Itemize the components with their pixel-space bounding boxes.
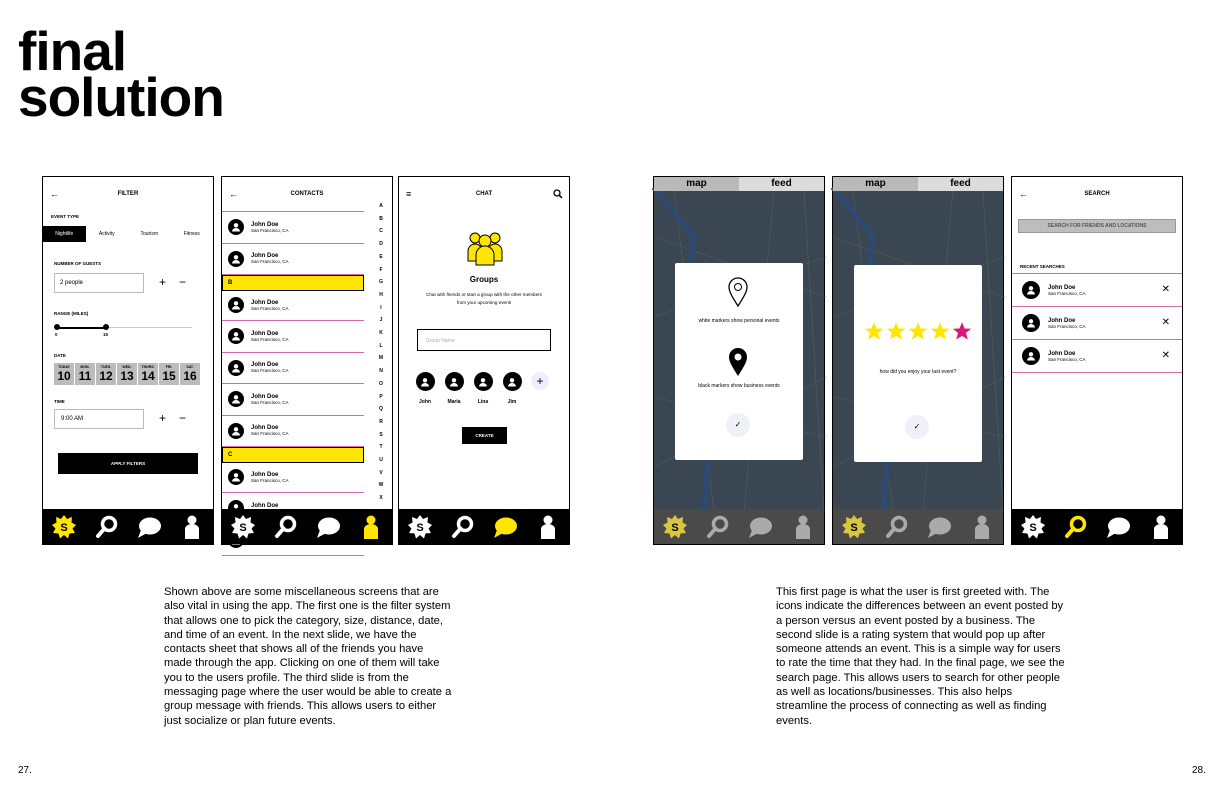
alphabet-letter[interactable]: K bbox=[379, 330, 383, 337]
marker-legend-popup bbox=[675, 263, 803, 460]
date-option[interactable] bbox=[138, 363, 158, 385]
bottom-nav bbox=[654, 509, 824, 544]
date-option[interactable] bbox=[117, 363, 137, 385]
range-label: RANGE (MILES) bbox=[54, 311, 89, 316]
search-screen bbox=[1011, 176, 1183, 545]
contact-name: John Doe bbox=[251, 425, 279, 432]
alphabet-letter[interactable]: S bbox=[379, 431, 383, 438]
alphabet-letter[interactable]: C bbox=[379, 228, 383, 235]
contacts-list bbox=[222, 211, 364, 509]
day-label: SAT. bbox=[186, 365, 194, 369]
alphabet-letter[interactable]: P bbox=[379, 393, 383, 400]
day-label: FRI. bbox=[165, 365, 173, 369]
alphabet-letter[interactable]: T bbox=[379, 444, 383, 451]
rating-popup bbox=[854, 265, 982, 462]
person-icon bbox=[231, 472, 241, 482]
profile-icon[interactable] bbox=[1148, 514, 1174, 540]
contact-name: John Doe bbox=[251, 393, 279, 400]
contact-location: San Francisco, CA bbox=[251, 477, 289, 483]
contact-location: San Francisco, CA bbox=[251, 227, 289, 233]
person-icon bbox=[231, 426, 241, 436]
result-name: John Doe bbox=[1048, 317, 1076, 324]
guests-plus-button[interactable]: + bbox=[159, 275, 167, 289]
logo-icon[interactable] bbox=[1020, 514, 1046, 540]
result-location: San Francisco, CA bbox=[1048, 323, 1086, 329]
avatar bbox=[228, 251, 244, 267]
contacts-title: CONTACTS bbox=[290, 191, 324, 197]
close-icon[interactable]: ✕ bbox=[1161, 350, 1170, 361]
title-line-2: solution bbox=[18, 66, 224, 128]
search-input[interactable]: SEARCH FOR FRIENDS AND LOCATIONS bbox=[1018, 219, 1176, 233]
member-item[interactable] bbox=[415, 372, 435, 405]
contact-location: San Francisco, CA bbox=[251, 305, 289, 311]
date-option[interactable] bbox=[159, 363, 179, 385]
alphabet-letter[interactable]: J bbox=[379, 317, 383, 324]
check-icon[interactable]: ✓ bbox=[726, 413, 750, 437]
recent-search-row[interactable] bbox=[1012, 274, 1182, 307]
profile-icon[interactable] bbox=[179, 514, 205, 540]
filter-screen bbox=[42, 176, 214, 545]
check-icon[interactable]: ✓ bbox=[905, 415, 929, 439]
person-icon bbox=[231, 331, 241, 341]
person-icon bbox=[1026, 318, 1036, 328]
profile-icon[interactable] bbox=[358, 514, 384, 540]
title-line-1: final bbox=[18, 20, 127, 82]
logo-icon[interactable] bbox=[51, 514, 77, 540]
tab-nightlife[interactable]: Nightlife bbox=[43, 226, 86, 242]
day-number: 12 bbox=[99, 369, 113, 383]
alphabet-letter[interactable]: I bbox=[380, 304, 382, 311]
groups-description: Chat with friends or start a group with the other members from your upcoming event! bbox=[426, 292, 542, 305]
svg-text:S: S bbox=[1029, 521, 1037, 534]
date-label: DATE bbox=[54, 353, 66, 358]
alphabet-letter[interactable]: V bbox=[379, 469, 383, 476]
alphabet-letter[interactable]: X bbox=[379, 495, 383, 502]
person-icon bbox=[231, 363, 241, 373]
alphabet-letter[interactable]: D bbox=[379, 241, 383, 248]
time-label: TIME bbox=[54, 399, 65, 404]
svg-text:S: S bbox=[239, 521, 247, 534]
alphabet-letter[interactable]: W bbox=[378, 482, 384, 489]
search-icon[interactable] bbox=[705, 514, 731, 540]
day-number: 14 bbox=[141, 369, 155, 383]
day-number: 10 bbox=[57, 369, 71, 383]
day-number: 13 bbox=[120, 369, 134, 383]
chat-icon[interactable] bbox=[1105, 514, 1131, 540]
avatar bbox=[228, 328, 244, 344]
contact-name: John Doe bbox=[251, 299, 279, 306]
guests-minus-button[interactable]: − bbox=[179, 275, 187, 289]
chat-icon[interactable] bbox=[136, 514, 162, 540]
day-label: MON. bbox=[80, 365, 90, 369]
date-picker bbox=[54, 363, 200, 385]
avatar bbox=[228, 360, 244, 376]
contact-name: John Doe bbox=[251, 330, 279, 337]
alphabet-letter[interactable]: E bbox=[379, 253, 383, 260]
range-fill bbox=[56, 327, 106, 329]
person-icon bbox=[231, 254, 241, 264]
bottom-nav bbox=[222, 509, 392, 544]
person-icon bbox=[1026, 351, 1036, 361]
person-icon bbox=[231, 394, 241, 404]
contact-location: San Francisco, CA bbox=[251, 399, 289, 405]
map-screen-rating bbox=[832, 176, 1004, 545]
group-icon bbox=[466, 229, 504, 267]
search-icon[interactable] bbox=[884, 514, 910, 540]
map-feed-tabs bbox=[833, 177, 1003, 191]
star-rating[interactable] bbox=[864, 321, 972, 341]
avatar bbox=[1022, 347, 1040, 365]
member-name: Lina bbox=[477, 399, 489, 405]
avatar bbox=[228, 297, 244, 313]
page-number-left: 27. bbox=[18, 765, 32, 776]
map-feed-tabs bbox=[654, 177, 824, 191]
profile-icon[interactable] bbox=[969, 514, 995, 540]
member-item[interactable] bbox=[444, 372, 464, 405]
time-input[interactable]: 9:00 AM bbox=[54, 409, 144, 429]
recent-searches-label: RECENT SEARCHES bbox=[1020, 264, 1065, 269]
logo-icon[interactable] bbox=[841, 514, 867, 540]
time-minus-button[interactable]: − bbox=[179, 411, 187, 425]
add-member-button[interactable]: + bbox=[531, 372, 549, 390]
avatar bbox=[228, 391, 244, 407]
avatar bbox=[474, 372, 493, 391]
contact-row[interactable] bbox=[222, 290, 364, 321]
chat-icon[interactable] bbox=[315, 514, 341, 540]
group-name-input[interactable]: Group Name bbox=[417, 329, 551, 351]
search-icon[interactable] bbox=[1063, 514, 1089, 540]
page-title bbox=[18, 20, 224, 128]
time-plus-button[interactable]: + bbox=[159, 411, 167, 425]
range-min-label: 0 bbox=[55, 332, 58, 337]
filter-title: FILTER bbox=[117, 191, 139, 197]
range-value-label: 15 bbox=[103, 332, 109, 337]
avatar bbox=[445, 372, 464, 391]
profile-icon[interactable] bbox=[790, 514, 816, 540]
svg-text:S: S bbox=[416, 521, 424, 534]
contact-location: San Francisco, CA bbox=[251, 368, 289, 374]
contact-name: John Doe bbox=[251, 253, 279, 260]
alphabet-letter[interactable]: H bbox=[379, 291, 383, 298]
contact-location: San Francisco, CA bbox=[251, 336, 289, 342]
chat-icon[interactable] bbox=[926, 514, 952, 540]
day-number: 16 bbox=[183, 369, 197, 383]
close-icon[interactable]: ✕ bbox=[1161, 284, 1170, 295]
section-header: B bbox=[222, 275, 364, 291]
day-label: THURS. bbox=[141, 365, 155, 369]
alphabet-letter[interactable]: B bbox=[379, 215, 383, 222]
search-icon[interactable] bbox=[94, 514, 120, 540]
contact-row[interactable] bbox=[222, 212, 364, 244]
event-type-tabs bbox=[43, 226, 213, 242]
search-icon[interactable] bbox=[553, 189, 563, 199]
contact-name: John Doe bbox=[251, 502, 279, 509]
apply-filters-button[interactable]: APPLY FILTERS bbox=[58, 453, 198, 474]
contact-row[interactable] bbox=[222, 244, 364, 276]
guests-label: NUMBER OF GUESTS bbox=[54, 261, 102, 266]
recent-search-row[interactable] bbox=[1012, 340, 1182, 373]
rating-question: how did you enjoy your last event? bbox=[879, 369, 957, 375]
alphabet-index bbox=[374, 200, 388, 505]
tab-map[interactable]: map bbox=[654, 177, 739, 191]
star-icon[interactable] bbox=[864, 321, 884, 341]
alphabet-letter[interactable]: L bbox=[379, 342, 383, 349]
bottom-nav bbox=[833, 509, 1003, 544]
bottom-nav bbox=[1012, 509, 1182, 544]
tab-feed[interactable]: feed bbox=[739, 177, 824, 191]
day-label: TODAY bbox=[58, 365, 70, 369]
search-title: SEARCH bbox=[1084, 191, 1110, 197]
alphabet-letter[interactable]: G bbox=[379, 279, 383, 286]
alphabet-letter[interactable]: A bbox=[379, 203, 383, 209]
contact-row[interactable] bbox=[222, 321, 364, 353]
white-marker-icon bbox=[727, 277, 749, 307]
day-label: WED. bbox=[122, 365, 132, 369]
back-arrow-icon[interactable]: ← bbox=[50, 189, 59, 199]
contact-row[interactable] bbox=[222, 462, 364, 493]
event-type-label: EVENT TYPE bbox=[51, 214, 80, 219]
svg-text:S: S bbox=[60, 521, 68, 534]
tab-fitness[interactable]: Fitness bbox=[183, 231, 200, 237]
bottom-nav bbox=[43, 509, 213, 544]
result-name: John Doe bbox=[1048, 284, 1076, 291]
contact-name: John Doe bbox=[251, 471, 279, 478]
recent-search-row[interactable] bbox=[1012, 307, 1182, 340]
profile-icon[interactable] bbox=[535, 514, 561, 540]
create-button[interactable]: CREATE bbox=[462, 427, 507, 444]
bottom-nav bbox=[399, 509, 569, 544]
svg-text:S: S bbox=[850, 521, 858, 534]
black-marker-icon bbox=[727, 347, 749, 377]
back-arrow-icon[interactable]: ← bbox=[229, 189, 238, 199]
star-icon[interactable] bbox=[952, 321, 972, 341]
result-name: John Doe bbox=[1048, 350, 1076, 357]
white-marker-text: white markers show personal events bbox=[698, 318, 780, 324]
back-arrow-icon[interactable]: ← bbox=[1019, 189, 1028, 199]
person-icon bbox=[449, 377, 459, 387]
member-item[interactable] bbox=[502, 372, 522, 405]
member-item[interactable] bbox=[473, 372, 493, 405]
chat-screen bbox=[398, 176, 570, 545]
contact-name: John Doe bbox=[251, 221, 279, 228]
date-option[interactable] bbox=[54, 363, 74, 385]
person-icon bbox=[1026, 285, 1036, 295]
map-screen-markers bbox=[653, 176, 825, 545]
date-option[interactable] bbox=[96, 363, 116, 385]
person-icon bbox=[231, 222, 241, 232]
logo-icon[interactable] bbox=[230, 514, 256, 540]
range-handle-min[interactable] bbox=[54, 324, 60, 330]
tab-activity[interactable]: Activity bbox=[98, 231, 115, 237]
member-list bbox=[415, 372, 522, 405]
star-icon[interactable] bbox=[908, 321, 928, 341]
avatar bbox=[1022, 281, 1040, 299]
result-location: San Francisco, CA bbox=[1048, 290, 1086, 296]
chat-title: CHAT bbox=[475, 191, 493, 197]
contact-location: San Francisco, CA bbox=[251, 259, 289, 265]
section-header: C bbox=[222, 447, 364, 463]
recent-searches-list bbox=[1012, 273, 1182, 373]
member-name: Maria bbox=[447, 399, 461, 405]
person-icon bbox=[507, 377, 517, 387]
avatar bbox=[1022, 314, 1040, 332]
contact-row[interactable] bbox=[222, 353, 364, 385]
chat-icon[interactable] bbox=[492, 514, 518, 540]
logo-icon[interactable] bbox=[407, 514, 433, 540]
groups-heading: Groups bbox=[469, 275, 499, 284]
alphabet-letter[interactable]: O bbox=[379, 380, 383, 387]
logo-icon[interactable] bbox=[662, 514, 688, 540]
tab-feed[interactable]: feed bbox=[918, 177, 1003, 191]
range-handle-max[interactable] bbox=[103, 324, 109, 330]
alphabet-letter[interactable]: N bbox=[379, 368, 383, 375]
alphabet-letter[interactable]: M bbox=[378, 355, 384, 362]
star-icon[interactable] bbox=[886, 321, 906, 341]
alphabet-letter[interactable]: Q bbox=[379, 406, 383, 413]
tab-tourism[interactable]: Tourism bbox=[140, 231, 158, 237]
person-icon bbox=[420, 377, 430, 387]
day-number: 15 bbox=[162, 369, 176, 383]
chat-icon[interactable] bbox=[747, 514, 773, 540]
person-icon bbox=[231, 300, 241, 310]
black-marker-text: black markers show business events bbox=[698, 383, 780, 389]
contacts-screen bbox=[221, 176, 393, 545]
date-option[interactable] bbox=[75, 363, 95, 385]
description-right: This first page is what the user is first greeted with. The icons indicate the differences between an event posted by a person versus an event posted by a business. The second slide is a rating system that would pop up after someone attends an event. This is a simple way for users to rate the time that they had. In the final page, we see the search page. This allows users to search for other people as well as locations/businesses. This also helps streamline the process of connecting as well as finding events. bbox=[776, 586, 1065, 727]
avatar bbox=[416, 372, 435, 391]
svg-text:S: S bbox=[671, 521, 679, 534]
star-icon[interactable] bbox=[930, 321, 950, 341]
avatar bbox=[228, 219, 244, 235]
menu-icon[interactable]: ≡ bbox=[406, 189, 412, 199]
avatar bbox=[228, 423, 244, 439]
search-icon[interactable] bbox=[273, 514, 299, 540]
alphabet-letter[interactable]: F bbox=[379, 266, 383, 273]
contact-name: John Doe bbox=[251, 362, 279, 369]
person-icon bbox=[478, 377, 488, 387]
avatar bbox=[503, 372, 522, 391]
guests-input[interactable]: 2 people bbox=[54, 273, 144, 293]
contact-row[interactable] bbox=[222, 384, 364, 416]
contact-row[interactable] bbox=[222, 416, 364, 448]
tab-map[interactable]: map bbox=[833, 177, 918, 191]
page-number-right: 28. bbox=[1192, 765, 1206, 776]
description-left: Shown above are some miscellaneous screens that are also vital in using the app. The first one is the filter system that allows one to pick the category, size, distance, date, and time of an event. In the next slide, we have the contacts sheet that shows all of the friends you have made through the app. Clicking on one of them will take you to the users profile. The third slide is from the messaging page where the user would be able to create a group message with friends. This allows users to either just socialize or plan future events. bbox=[164, 586, 452, 727]
search-icon[interactable] bbox=[450, 514, 476, 540]
member-name: Jim bbox=[507, 399, 517, 405]
contact-location: San Francisco, CA bbox=[251, 431, 289, 437]
date-option[interactable] bbox=[180, 363, 200, 385]
avatar bbox=[228, 469, 244, 485]
result-location: San Francisco, CA bbox=[1048, 356, 1086, 362]
alphabet-letter[interactable]: R bbox=[379, 418, 383, 425]
day-number: 11 bbox=[78, 369, 92, 383]
close-icon[interactable]: ✕ bbox=[1161, 317, 1170, 328]
member-name: John bbox=[419, 399, 431, 405]
alphabet-letter[interactable]: U bbox=[379, 457, 383, 464]
day-label: TUES. bbox=[100, 365, 112, 369]
